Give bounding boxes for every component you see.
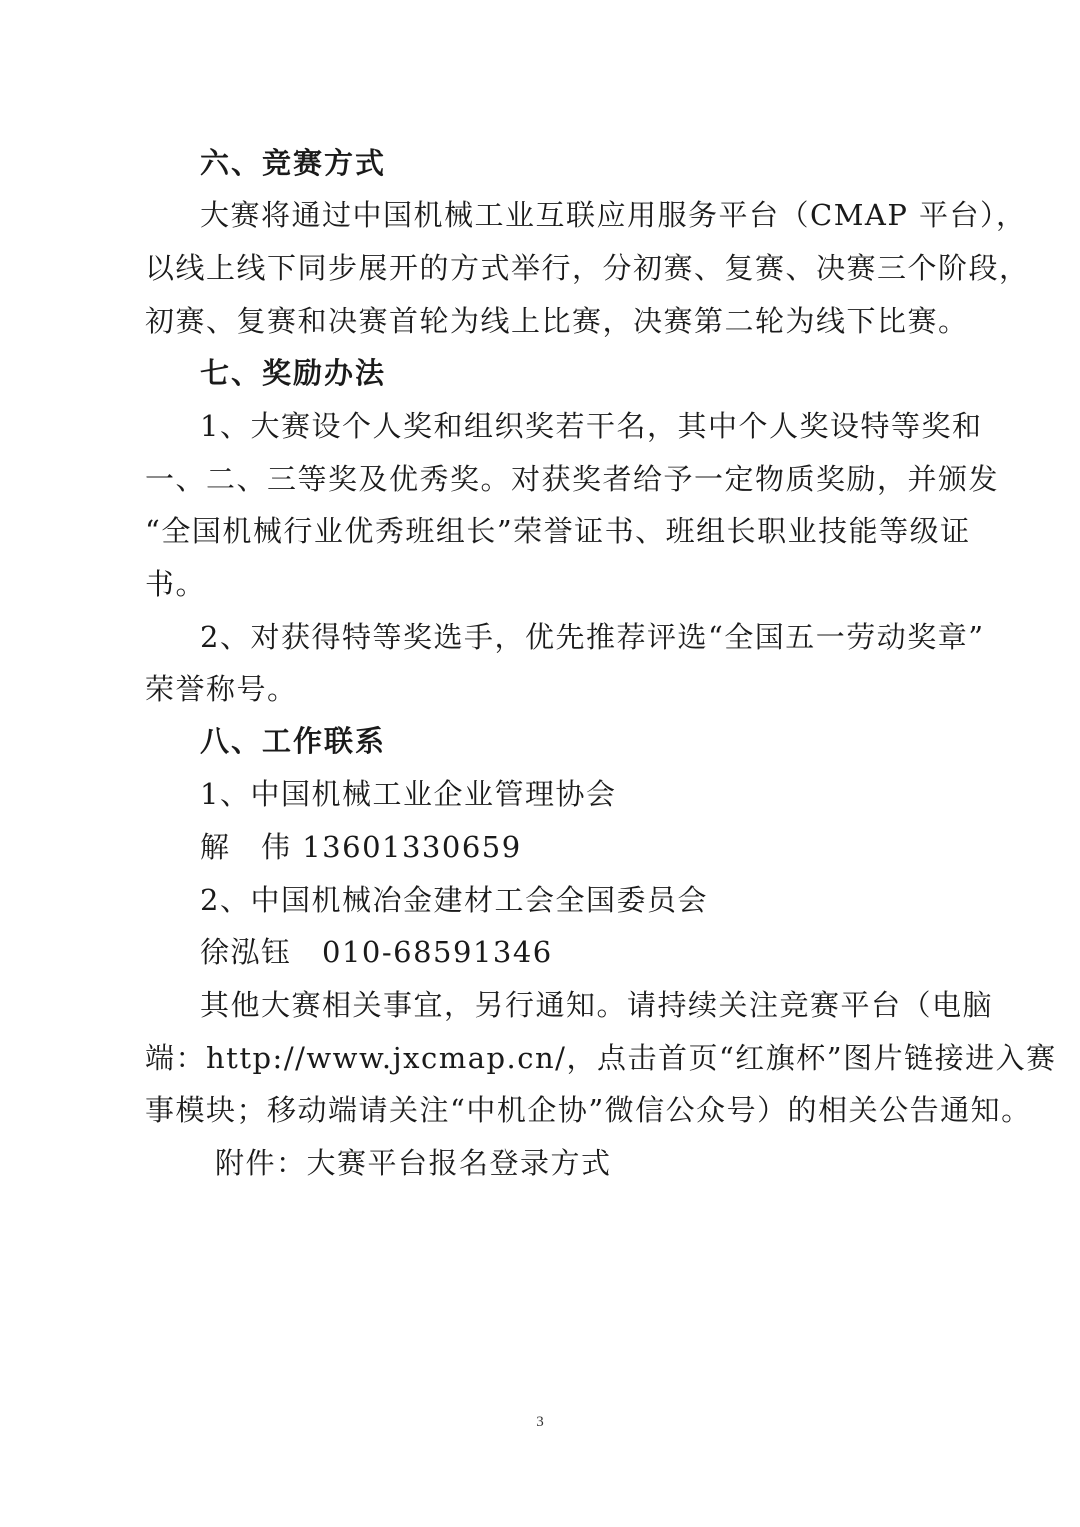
notice-line-2: 端：http://www.jxcmap.cn/，点击首页“红旗杯”图片链接进入赛: [145, 1041, 1057, 1075]
section-6-line-1: 大赛将通过中国机械工业互联应用服务平台（CMAP 平台），: [200, 198, 1027, 232]
section-7-item1-line-2: 一、二、三等奖及优秀奖。对获奖者给予一定物质奖励，并颁发: [145, 462, 1000, 496]
section-7-item1-line-1: 1、大赛设个人奖和组织奖若干名，其中个人奖设特等奖和: [200, 409, 983, 443]
contact-1-person: 解 伟 13601330659: [200, 830, 522, 864]
section-6-heading: 六、竞赛方式: [200, 146, 387, 180]
section-6-line-2: 以线上线下同步展开的方式举行，分初赛、复赛、决赛三个阶段，: [145, 251, 1030, 285]
section-7-item2-line-1: 2、对获得特等奖选手，优先推荐评选“全国五一劳动奖章”: [200, 620, 985, 654]
notice-line-1: 其他大赛相关事宜，另行通知。请持续关注竞赛平台（电脑: [200, 988, 994, 1022]
section-7-item1-line-3: “全国机械行业优秀班组长”荣誉证书、班组长职业技能等级证: [145, 514, 971, 548]
section-7-heading: 七、奖励办法: [200, 356, 387, 390]
contact-2-organization: 2、中国机械冶金建材工会全国委员会: [200, 883, 708, 917]
contact-2-person: 徐泓钰 010-68591346: [200, 935, 553, 969]
section-7-item1-line-4: 书。: [145, 567, 207, 601]
contact-1-organization: 1、中国机械工业企业管理协会: [200, 777, 617, 811]
section-7-item2-line-2: 荣誉称号。: [145, 672, 298, 706]
attachment-note: 附件：大赛平台报名登录方式: [215, 1146, 612, 1180]
section-6-line-3: 初赛、复赛和决赛首轮为线上比赛，决赛第二轮为线下比赛。: [145, 304, 969, 338]
page-number: 3: [536, 1414, 544, 1430]
notice-line-3: 事模块；移动端请关注“中机企协”微信公众号）的相关公告通知。: [145, 1093, 1032, 1127]
section-8-heading: 八、工作联系: [200, 724, 387, 758]
